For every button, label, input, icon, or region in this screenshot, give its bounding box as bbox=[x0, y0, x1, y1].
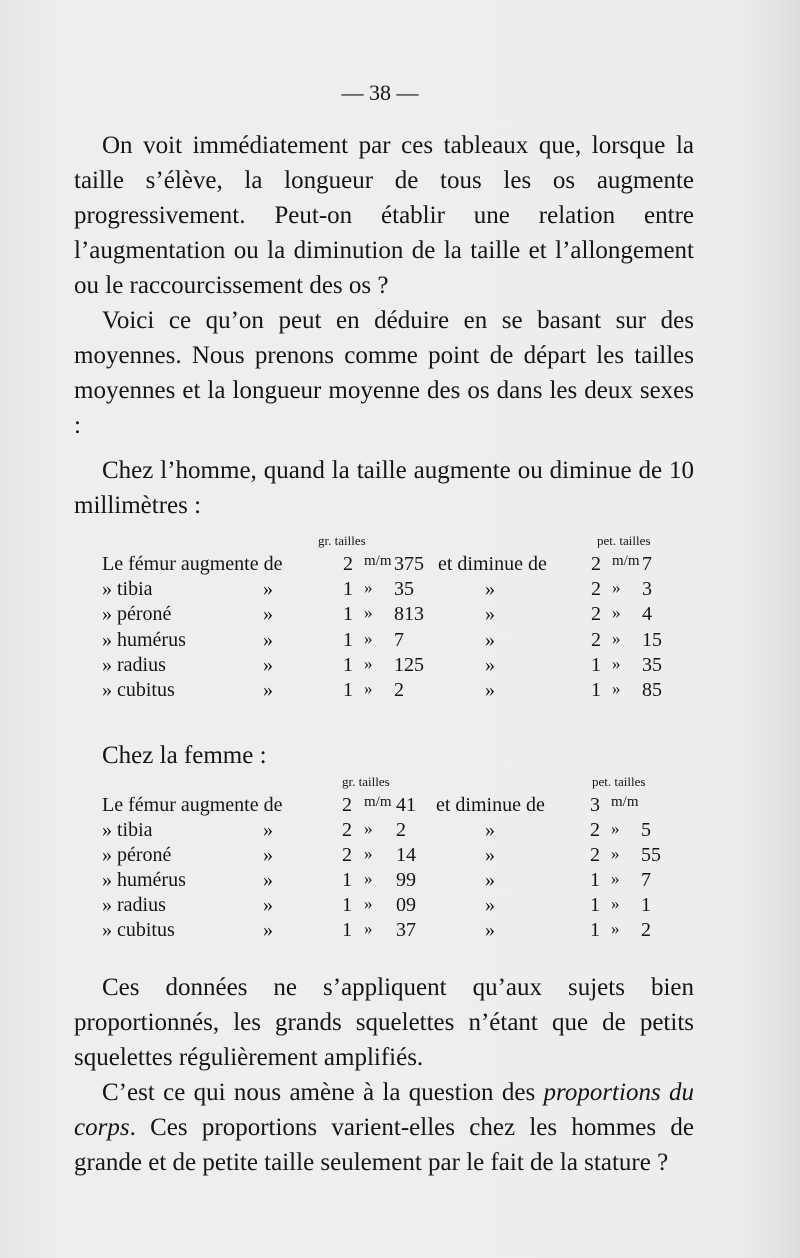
cell-mid: » bbox=[485, 919, 495, 941]
cell-sep2: » bbox=[611, 894, 620, 913]
cell-d: 15 bbox=[642, 628, 662, 651]
cell-sep: » bbox=[364, 653, 373, 673]
cell-bone: » humérus bbox=[102, 869, 186, 891]
cell-sep2: » bbox=[611, 919, 620, 938]
cell-a: 2 bbox=[342, 844, 352, 866]
cell-mid: » bbox=[485, 844, 495, 866]
cell-c: 2 bbox=[590, 819, 600, 841]
cell-ditto: » bbox=[263, 919, 273, 941]
cell-sep: » bbox=[364, 819, 373, 838]
cell-ditto: » bbox=[263, 869, 273, 891]
cell-sep: » bbox=[364, 844, 373, 863]
table-row bbox=[0, 844, 800, 870]
paragraph-4 bbox=[74, 738, 694, 773]
cell-ditto: » bbox=[263, 603, 273, 626]
cell-c: 2 bbox=[591, 603, 601, 626]
paragraph-5-text: Ces données ne s’appliquent qu’aux sujets bien proportionnés, les grands squelettes n’étant que de petits squelettes régulièrement amplifiés. bbox=[74, 974, 694, 1071]
cell-mid: » bbox=[485, 603, 495, 626]
cell-d: 85 bbox=[642, 679, 662, 701]
cell-a: 1 bbox=[342, 919, 352, 941]
cell-c: 2 bbox=[591, 553, 601, 575]
cell-sep: » bbox=[364, 628, 373, 648]
cell-c: 1 bbox=[590, 894, 600, 916]
cell-d: 4 bbox=[642, 603, 652, 626]
cell-sep2: » bbox=[611, 819, 620, 838]
cell-c: 2 bbox=[591, 578, 601, 601]
paragraph-1-text: On voit immédiatement par ces tableaux que, lorsque la taille s’élève, la longueur de tous les os augmente progressivement. Peut-on établir une relation entre l’augmentation ou la diminution de la taille et l’allongement ou le raccourcissement des os ? bbox=[74, 132, 694, 299]
cell-c: 1 bbox=[591, 679, 601, 701]
cell-c: 1 bbox=[590, 869, 600, 891]
cell-b: 2 bbox=[396, 819, 406, 841]
cell-sep2: m/m bbox=[612, 553, 640, 569]
paragraph-6-text bbox=[74, 1075, 694, 1180]
cell-sep: m/m bbox=[364, 553, 392, 569]
cell-b: 35 bbox=[394, 578, 414, 601]
cell-mid: » bbox=[485, 819, 495, 841]
cell-bone: Le fémur augmente de bbox=[102, 553, 283, 575]
cell-b: 7 bbox=[394, 628, 404, 651]
cell-mid: » bbox=[485, 679, 495, 701]
cell-ditto: » bbox=[263, 628, 273, 651]
cell-sep: » bbox=[364, 919, 373, 938]
cell-sep: » bbox=[364, 578, 373, 598]
cell-sep2: » bbox=[612, 653, 621, 673]
cell-mid: » bbox=[485, 628, 495, 651]
table-homme-head-left: gr. tailles bbox=[318, 533, 366, 548]
table-row bbox=[0, 894, 800, 920]
cell-mid: » bbox=[485, 869, 495, 891]
table-femme-head-right: pet. tailles bbox=[592, 774, 646, 789]
cell-bone: » péroné bbox=[102, 844, 172, 866]
table-femme-head-left: gr. tailles bbox=[342, 774, 390, 789]
cell-b: 37 bbox=[396, 919, 416, 941]
cell-b: 99 bbox=[396, 869, 416, 891]
cell-b: 09 bbox=[396, 894, 416, 916]
cell-mid: » bbox=[485, 653, 495, 676]
paragraph-2 bbox=[74, 303, 694, 443]
cell-bone: » tibia bbox=[102, 819, 153, 841]
table-row bbox=[0, 578, 800, 604]
cell-b: 14 bbox=[396, 844, 416, 866]
cell-a: 2 bbox=[342, 819, 352, 841]
cell-bone: Le fémur augmente de bbox=[102, 794, 283, 816]
cell-bone: » humérus bbox=[102, 628, 186, 651]
cell-mid: » bbox=[485, 578, 495, 601]
cell-ditto: » bbox=[263, 653, 273, 676]
cell-d: 7 bbox=[642, 553, 652, 575]
cell-c: 2 bbox=[591, 628, 601, 651]
cell-c: 1 bbox=[591, 653, 601, 676]
cell-sep2: » bbox=[611, 844, 620, 863]
cell-sep2: m/m bbox=[611, 794, 639, 810]
cell-bone: » radius bbox=[102, 653, 166, 676]
cell-d: 5 bbox=[641, 819, 651, 841]
cell-d: 2 bbox=[641, 919, 651, 941]
paragraph-4-text: Chez la femme : bbox=[102, 742, 267, 769]
cell-sep: » bbox=[364, 894, 373, 913]
paragraph-6 bbox=[74, 1075, 694, 1180]
cell-a: 1 bbox=[342, 894, 352, 916]
cell-sep: » bbox=[364, 603, 373, 623]
cell-a: 1 bbox=[343, 653, 353, 676]
cell-c: 2 bbox=[590, 844, 600, 866]
table-row bbox=[0, 869, 800, 895]
cell-b: 125 bbox=[394, 653, 424, 676]
cell-ditto: » bbox=[263, 578, 273, 601]
cell-ditto: » bbox=[263, 894, 273, 916]
cell-ditto: » bbox=[263, 679, 273, 701]
cell-mid: et diminue de bbox=[436, 794, 545, 816]
paragraph-6-italic: proportions du corps bbox=[74, 1079, 694, 1141]
cell-d: 7 bbox=[641, 869, 651, 891]
cell-a: 1 bbox=[343, 679, 353, 701]
cell-sep2: » bbox=[612, 578, 621, 598]
cell-b: 41 bbox=[396, 794, 416, 816]
cell-a: 1 bbox=[342, 869, 352, 891]
cell-bone: » péroné bbox=[102, 603, 172, 626]
paragraph-6-after: . Ces proportions varient-elles chez les hommes de grande et de petite taille seulement par le fait de la stature ? bbox=[74, 1114, 694, 1176]
cell-b: 2 bbox=[394, 679, 404, 701]
paragraph-2-text: Voici ce qu’on peut en déduire en se basant sur des moyennes. Nous prenons comme point de départ les tailles moyennes et la longueur moyenne des os dans les deux sexes : bbox=[74, 307, 694, 439]
table-row bbox=[0, 679, 800, 705]
cell-bone: » radius bbox=[102, 894, 166, 916]
cell-sep2: » bbox=[612, 628, 621, 648]
paragraph-3 bbox=[74, 453, 694, 523]
cell-a: 1 bbox=[343, 628, 353, 651]
cell-mid: et diminue de bbox=[438, 553, 547, 575]
cell-bone: » cubitus bbox=[102, 679, 175, 701]
cell-c: 1 bbox=[590, 919, 600, 941]
table-homme-head-right: pet. tailles bbox=[597, 533, 651, 548]
table-row bbox=[0, 654, 800, 680]
table-row bbox=[0, 819, 800, 845]
cell-sep: m/m bbox=[364, 794, 392, 810]
table-row bbox=[0, 629, 800, 655]
cell-c: 3 bbox=[590, 794, 600, 816]
cell-d: 35 bbox=[642, 653, 662, 676]
cell-sep: » bbox=[364, 679, 373, 698]
cell-bone: » tibia bbox=[102, 578, 153, 601]
page-number: — 38 — bbox=[341, 80, 419, 105]
cell-sep2: » bbox=[612, 603, 621, 623]
cell-a: 1 bbox=[343, 578, 353, 601]
cell-d: 3 bbox=[642, 578, 652, 601]
cell-sep2: » bbox=[612, 679, 621, 698]
paragraph-5 bbox=[74, 970, 694, 1075]
cell-a: 1 bbox=[343, 603, 353, 626]
cell-b: 375 bbox=[394, 553, 424, 575]
cell-mid: » bbox=[485, 894, 495, 916]
cell-sep2: » bbox=[611, 869, 620, 888]
paragraph-1 bbox=[74, 128, 694, 303]
cell-a: 2 bbox=[343, 553, 353, 575]
cell-d: 1 bbox=[641, 894, 651, 916]
table-row bbox=[0, 553, 800, 579]
cell-bone: » cubitus bbox=[102, 919, 175, 941]
cell-a: 2 bbox=[342, 794, 352, 816]
table-row bbox=[0, 794, 800, 820]
paragraph-6-before: C’est ce qui nous amène à la question des bbox=[102, 1079, 544, 1106]
paragraph-3-text: Chez l’homme, quand la taille augmente ou diminue de 10 millimètres : bbox=[74, 457, 694, 519]
cell-ditto: » bbox=[263, 819, 273, 841]
table-row bbox=[0, 919, 800, 945]
cell-d: 55 bbox=[641, 844, 661, 866]
cell-b: 813 bbox=[394, 603, 424, 626]
cell-ditto: » bbox=[263, 844, 273, 866]
cell-sep: » bbox=[364, 869, 373, 888]
table-row bbox=[0, 603, 800, 629]
